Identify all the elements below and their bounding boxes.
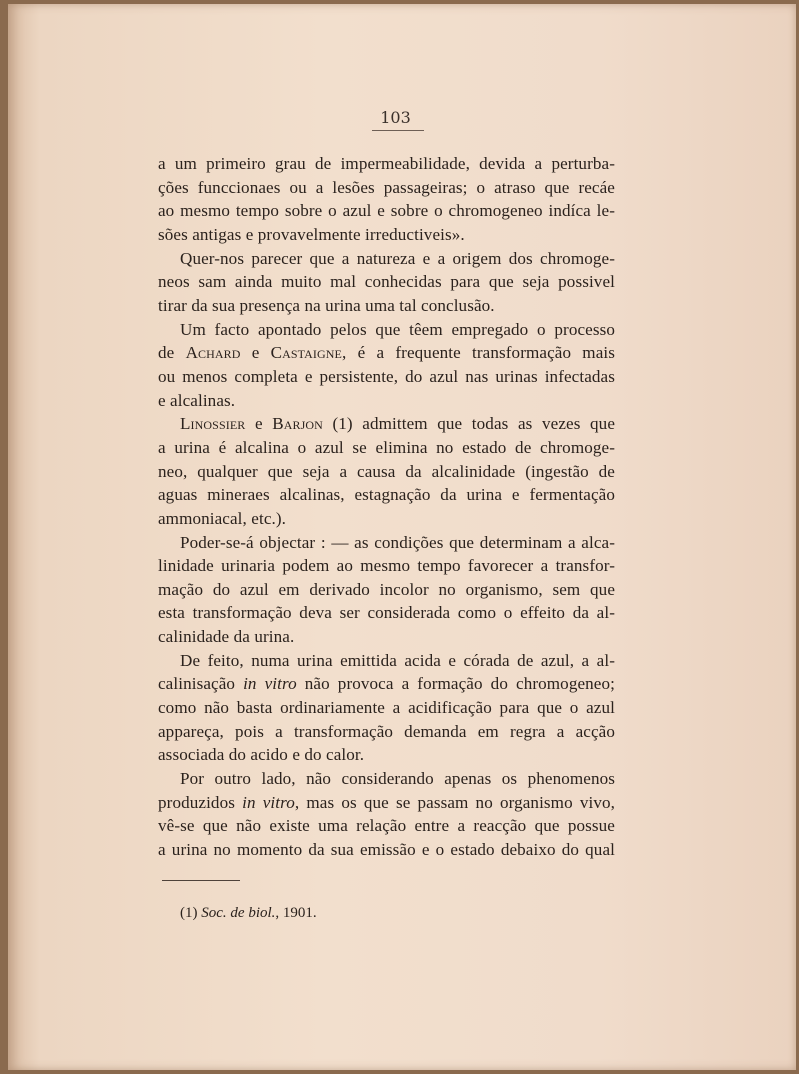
italic-term: in vitro xyxy=(242,792,295,812)
text-line: vê-se que não existe uma relação entre a reacção que possue xyxy=(158,816,615,836)
text-line: mação do azul em derivado incolor no organismo, sem que xyxy=(158,579,615,599)
text-line: a urina no momento da sua emissão e o estado debaixo do qual xyxy=(158,840,615,860)
text-line: Linossier e Barjon (1) admittem que todas as vezes que xyxy=(180,414,616,434)
book-page xyxy=(8,4,796,1070)
text-line: appareça, pois a transformação demanda em regra a acção xyxy=(158,721,615,741)
text-line: de Achard e Castaigne, é a frequente transformação mais xyxy=(158,343,615,363)
author-name: Linossier xyxy=(180,414,246,434)
text-line: esta transformação deva ser considerada como o effeito da al- xyxy=(158,603,615,623)
text-line: ammoniacal, etc.). xyxy=(158,508,287,528)
page-number-rule xyxy=(372,130,424,131)
paragraph xyxy=(158,767,615,862)
text-line: a um primeiro grau de impermeabilidade, devida a perturba- xyxy=(158,154,615,173)
author-name: Barjon xyxy=(272,414,323,434)
text-line: e alcalinas. xyxy=(158,390,236,410)
text-line: ao mesmo tempo sobre o azul e sobre o chromogeneo indíca le- xyxy=(158,201,615,221)
text-line: calinidade da urina. xyxy=(158,627,295,647)
footnote-source: Soc. de biol. xyxy=(201,905,276,921)
footnote-rule xyxy=(162,880,240,881)
footnote xyxy=(180,905,317,922)
paragraph xyxy=(158,531,615,649)
text-line: Um facto apontado pelos que têem empregado o processo xyxy=(180,319,615,339)
paragraph xyxy=(158,318,615,413)
page-number: 103 xyxy=(380,108,411,127)
text-line: neo, qualquer que seja a causa da alcalinidade (ingestão de xyxy=(158,461,615,481)
body-text xyxy=(158,152,615,862)
text-line: linidade urinaria podem ao mesmo tempo favorecer a transfor- xyxy=(158,556,615,576)
footnote-marker: (1) xyxy=(180,905,198,921)
text-line: tirar da sua presença na urina uma tal conclusão. xyxy=(158,295,495,315)
author-name: Castaigne xyxy=(270,343,342,363)
paragraph xyxy=(158,649,615,767)
paragraph xyxy=(158,152,615,247)
text-line: ções funccionaes ou a lesões passageiras; o atraso que recáe xyxy=(158,177,615,197)
text-line: associada do acido e do calor. xyxy=(158,745,365,765)
text-line: aguas mineraes alcalinas, estagnação da urina e fermentação xyxy=(158,485,615,505)
text-line: De feito, numa urina emittida acida e córada de azul, a al- xyxy=(180,650,615,670)
footnote-rest: , 1901. xyxy=(275,905,317,921)
text-line: como não basta ordinariamente a acidificação para que o azul xyxy=(158,698,615,718)
text-line: sões antigas e provavelmente irreductiveis». xyxy=(158,224,465,244)
text-line: produzidos in vitro, mas os que se passam no organismo vivo, xyxy=(158,792,615,812)
text-line: calinisação in vitro não provoca a formação do chromogeneo; xyxy=(158,674,615,694)
paragraph xyxy=(158,247,615,318)
text-line: a urina é alcalina o azul se elimina no estado de chromoge- xyxy=(158,437,615,457)
text-line: ou menos completa e persistente, do azul nas urinas infectadas xyxy=(158,366,615,386)
text-line: neos sam ainda muito mal conhecidas para que seja possivel xyxy=(158,272,615,292)
italic-term: in vitro xyxy=(243,674,297,694)
text-line: Quer-nos parecer que a natureza e a origem dos chromoge- xyxy=(180,248,615,268)
author-name: Achard xyxy=(185,343,241,363)
text-line: Por outro lado, não considerando apenas os phenomenos xyxy=(180,769,615,789)
text-line: Poder-se-á objectar : — as condições que determinam a alca- xyxy=(180,532,615,552)
paragraph xyxy=(158,412,615,530)
